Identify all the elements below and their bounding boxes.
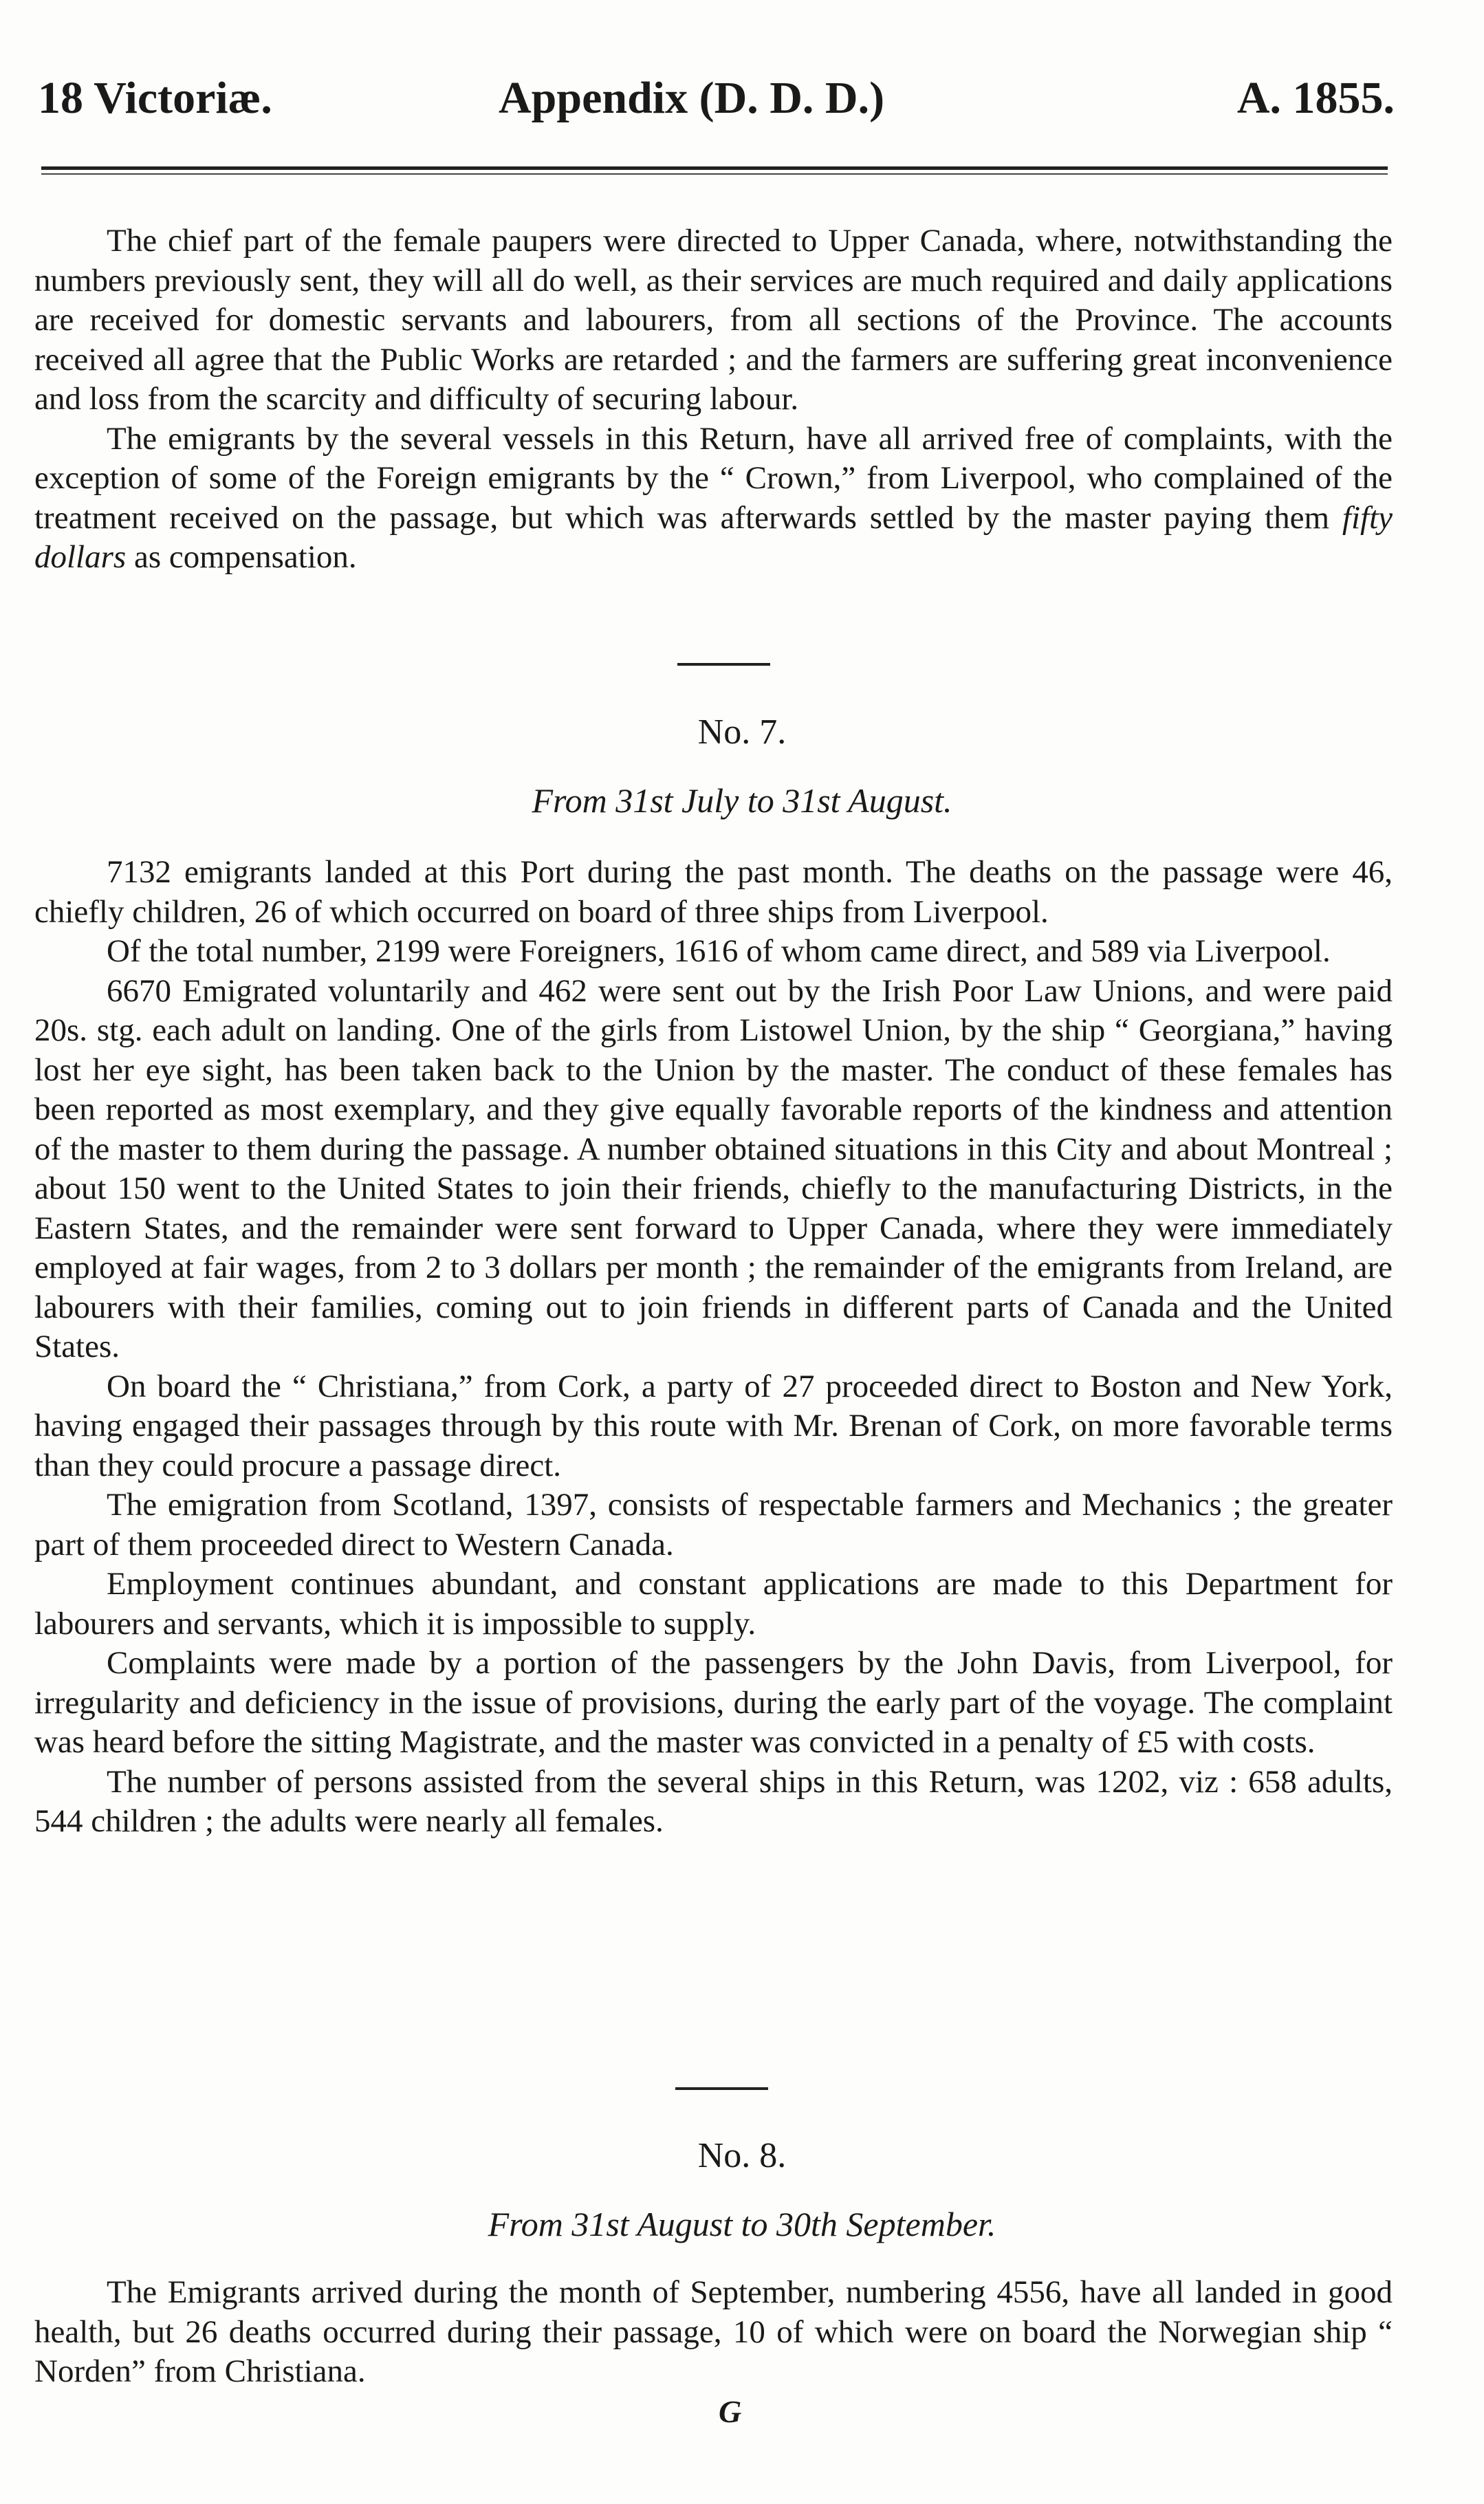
section-7-title: No. 7. [697,712,787,752]
section-7-text [34,853,1393,1842]
paragraph: 6670 Emigrated voluntarily and 462 were sent out by the Irish Poor Law Unions, and were paid 20s. stg. each adult on landing. One of the girls from Listowel Union, by the ship “ Georgiana,” having lost her eye sight, has been taken back to the Union by the master. The conduct of these females has been reported as most exemplary, and they give equally favorable reports of the kindness and attention of the master to them during the passage. A number obtained situations in this City and about Montreal ; about 150 went to the United States to join their friends, chiefly to the manufacturing Districts, in the Eastern States, and the remainder were sent forward to Upper Canada, where they were immediately employed at fair wages, from 2 to 3 dollars per month ; the remainder of the emigrants from Ireland, are labourers with their families, coming out to join friends in different parts of Canada and the United States. [34,972,1393,1364]
section-7-subtitle: From 31st July to 31st August. [532,781,952,820]
section-8-text [34,2273,1393,2392]
paragraph: Of the total number, 2199 were Foreigners, 1616 of whom came direct, and 589 via Liverpool. [107,933,1331,969]
section-8-title: No. 8. [697,2136,787,2175]
section-divider [675,2087,768,2090]
compensation-amount: fifty dollars [34,499,1393,575]
paragraph: On board the “ Christiana,” from Cork, a party of 27 proceeded direct to Boston and New York, having engaged their passages through by this route with Mr. Brenan of Cork, on more favorable terms than they could procure a passage direct. [34,1368,1393,1483]
paragraph: Employment continues abundant, and constant applications are made to this Department for labourers and servants, which it is impossible to supply. [34,1566,1393,1642]
signature-mark: G [719,2394,742,2429]
paragraph: The number of persons assisted from the several ships in this Return, was 1202, viz : 658 adults, 544 children ; the adults were nearly all females. [34,1763,1393,1839]
paragraph: Complaints were made by a portion of the passengers by the John Davis, from Liverpool, for irregularity and deficiency in the issue of provisions, during the early part of the voyage. The complaint was heard before the sitting Magistrate, and the master was convicted in a penalty of £5 with costs. [34,1645,1393,1760]
intro-text [34,221,1393,578]
header-rule [41,166,1388,170]
intro-paragraph-1: The chief part of the female paupers were directed to Upper Canada, where, notwithstanding the numbers previously sent, they will all do well, as their services are much required and daily applications are received for domestic servants and labourers, from all sections of the Province. The accounts received all agree that the Public Works are retarded ; and the farmers are suffering great inconvenience and loss from the scarcity and difficulty of securing labour. [34,223,1393,417]
header-rule-thin [41,173,1388,175]
section-8-subtitle: From 31st August to 30th September. [488,2205,996,2243]
section-divider [677,663,770,666]
paragraph: 7132 emigrants landed at this Port during the past month. The deaths on the passage were 46, chiefly children, 26 of which occurred on board of three ships from Liverpool. [34,854,1393,930]
paragraph: The Emigrants arrived during the month of September, numbering 4556, have all landed in good health, but 26 deaths occurred during their passage, 10 of which were on board the Norwegian ship “ Norden” from Christiana. [34,2274,1393,2389]
running-header [38,72,1395,141]
header-center: Appendix (D. D. D.) [499,73,885,123]
paragraph: The emigration from Scotland, 1397, consists of respectable farmers and Mechanics ; the greater part of them proceeded direct to Western Canada. [34,1487,1393,1563]
intro-paragraph-2: The emigrants by the several vessels in this Return, have all arrived free of complaints, with the exception of some of the Foreign emigrants by the “ Crown,” from Liverpool, who complained of the treatment received on the passage, but which was afterwards settled by the master paying them fifty dollars as compensation. [34,420,1393,575]
header-right: A. 1855. [1236,73,1395,123]
header-left: 18 Victoriæ. [38,73,272,123]
